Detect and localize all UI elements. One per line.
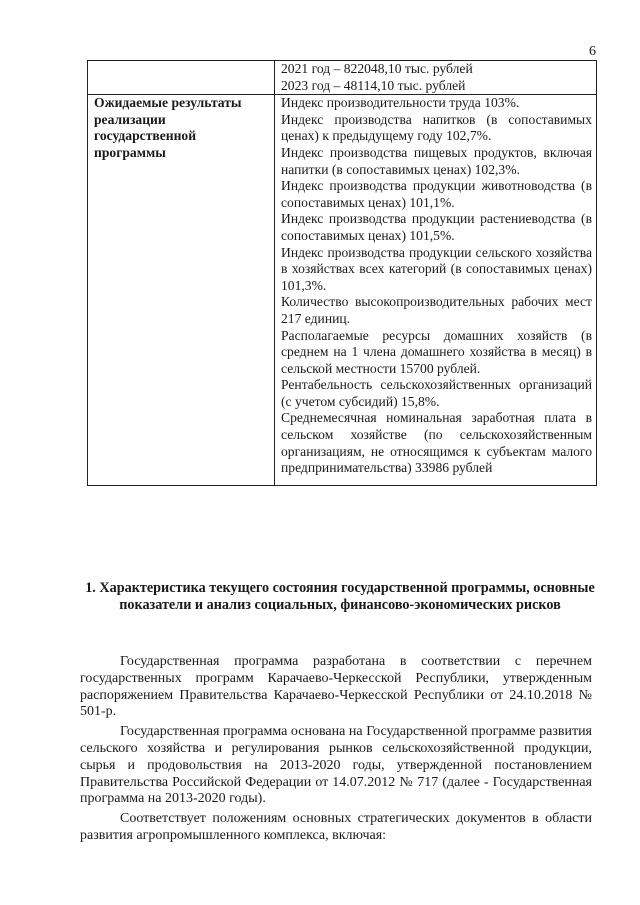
body-paragraph: Соответствует положениям основных стратегических документов в области развития агропромышленного комплекса, включая:: [80, 811, 592, 843]
section-body: [80, 654, 592, 848]
result-item: Индекс производства пищевых продуктов, включая напитки (в сопоставимых ценах) 102,3%.: [281, 144, 592, 177]
result-item: Индекс производства продукции растениеводства (в сопоставимых ценах) 101,5%.: [281, 211, 592, 243]
result-item: Индекс производства продукции животноводства (в сопоставимых ценах) 101,1%.: [281, 178, 592, 210]
expected-results-cell: [275, 95, 597, 486]
page-number: 6: [589, 44, 596, 59]
section-heading: 1. Характеристика текущего состояния государственной программы, основные показатели и анализ социальных, финансово-экономических рисков: [85, 580, 595, 613]
table-row-expected-results: [88, 95, 597, 486]
result-item: Рентабельность сельскохозяйственных организаций (с учетом субсидий) 15,8%.: [281, 377, 592, 409]
result-item: Индекс производства продукции сельского хозяйства в хозяйствах всех категорий (в сопоставимых ценах) 101,3%.: [281, 244, 592, 293]
financing-cell: [275, 61, 597, 95]
table-label-cell: [88, 61, 275, 95]
financing-line-2023: 2023 год – 48114,10 тыс. рублей: [281, 77, 466, 93]
result-item: Индекс производительности труда 103%.: [281, 95, 520, 111]
body-paragraph: Государственная программа разработана в соответствии с перечнем государственных программ Карачаево-Черкесской Республики, утвержденным распоряжением Правительства Карачаево-Черкесской Республики от 24.10.2018 № 501-р.: [80, 654, 592, 720]
result-item: Среднемесячная номинальная заработная плата в сельском хозяйстве (по сельскохозяйственным организациям, не относящимся к субъектам малого предпринимательства) 33986 рублей: [281, 410, 592, 476]
financing-line-2021: 2021 год – 822048,10 тыс. рублей: [281, 61, 473, 76]
result-item: Располагаемые ресурсы домашних хозяйств (в среднем на 1 члена домашнего хозяйства в месяц) в сельской местности 15700 рублей.: [281, 327, 592, 376]
result-item: Количество высокопроизводительных рабочих мест 217 единиц.: [281, 294, 592, 326]
program-passport-table: [87, 60, 597, 486]
body-paragraph: Государственная программа основана на Государственной программе развития сельского хозяйства и регулирования рынков сельскохозяйственной продукции, сырья и продовольствия на 2013-2020 годы, утвержденной постановлением Правительства Российской Федерации от 14.07.2012 № 717 (далее - Государственная программа на 2013-2020 годы).: [80, 724, 592, 807]
result-item: Индекс производства напитков (в сопоставимых ценах) к предыдущему году 102,7%.: [281, 111, 592, 144]
table-row-financing: [88, 61, 597, 95]
expected-results-label: Ожидаемые результаты реализации государственной программы: [88, 95, 275, 486]
